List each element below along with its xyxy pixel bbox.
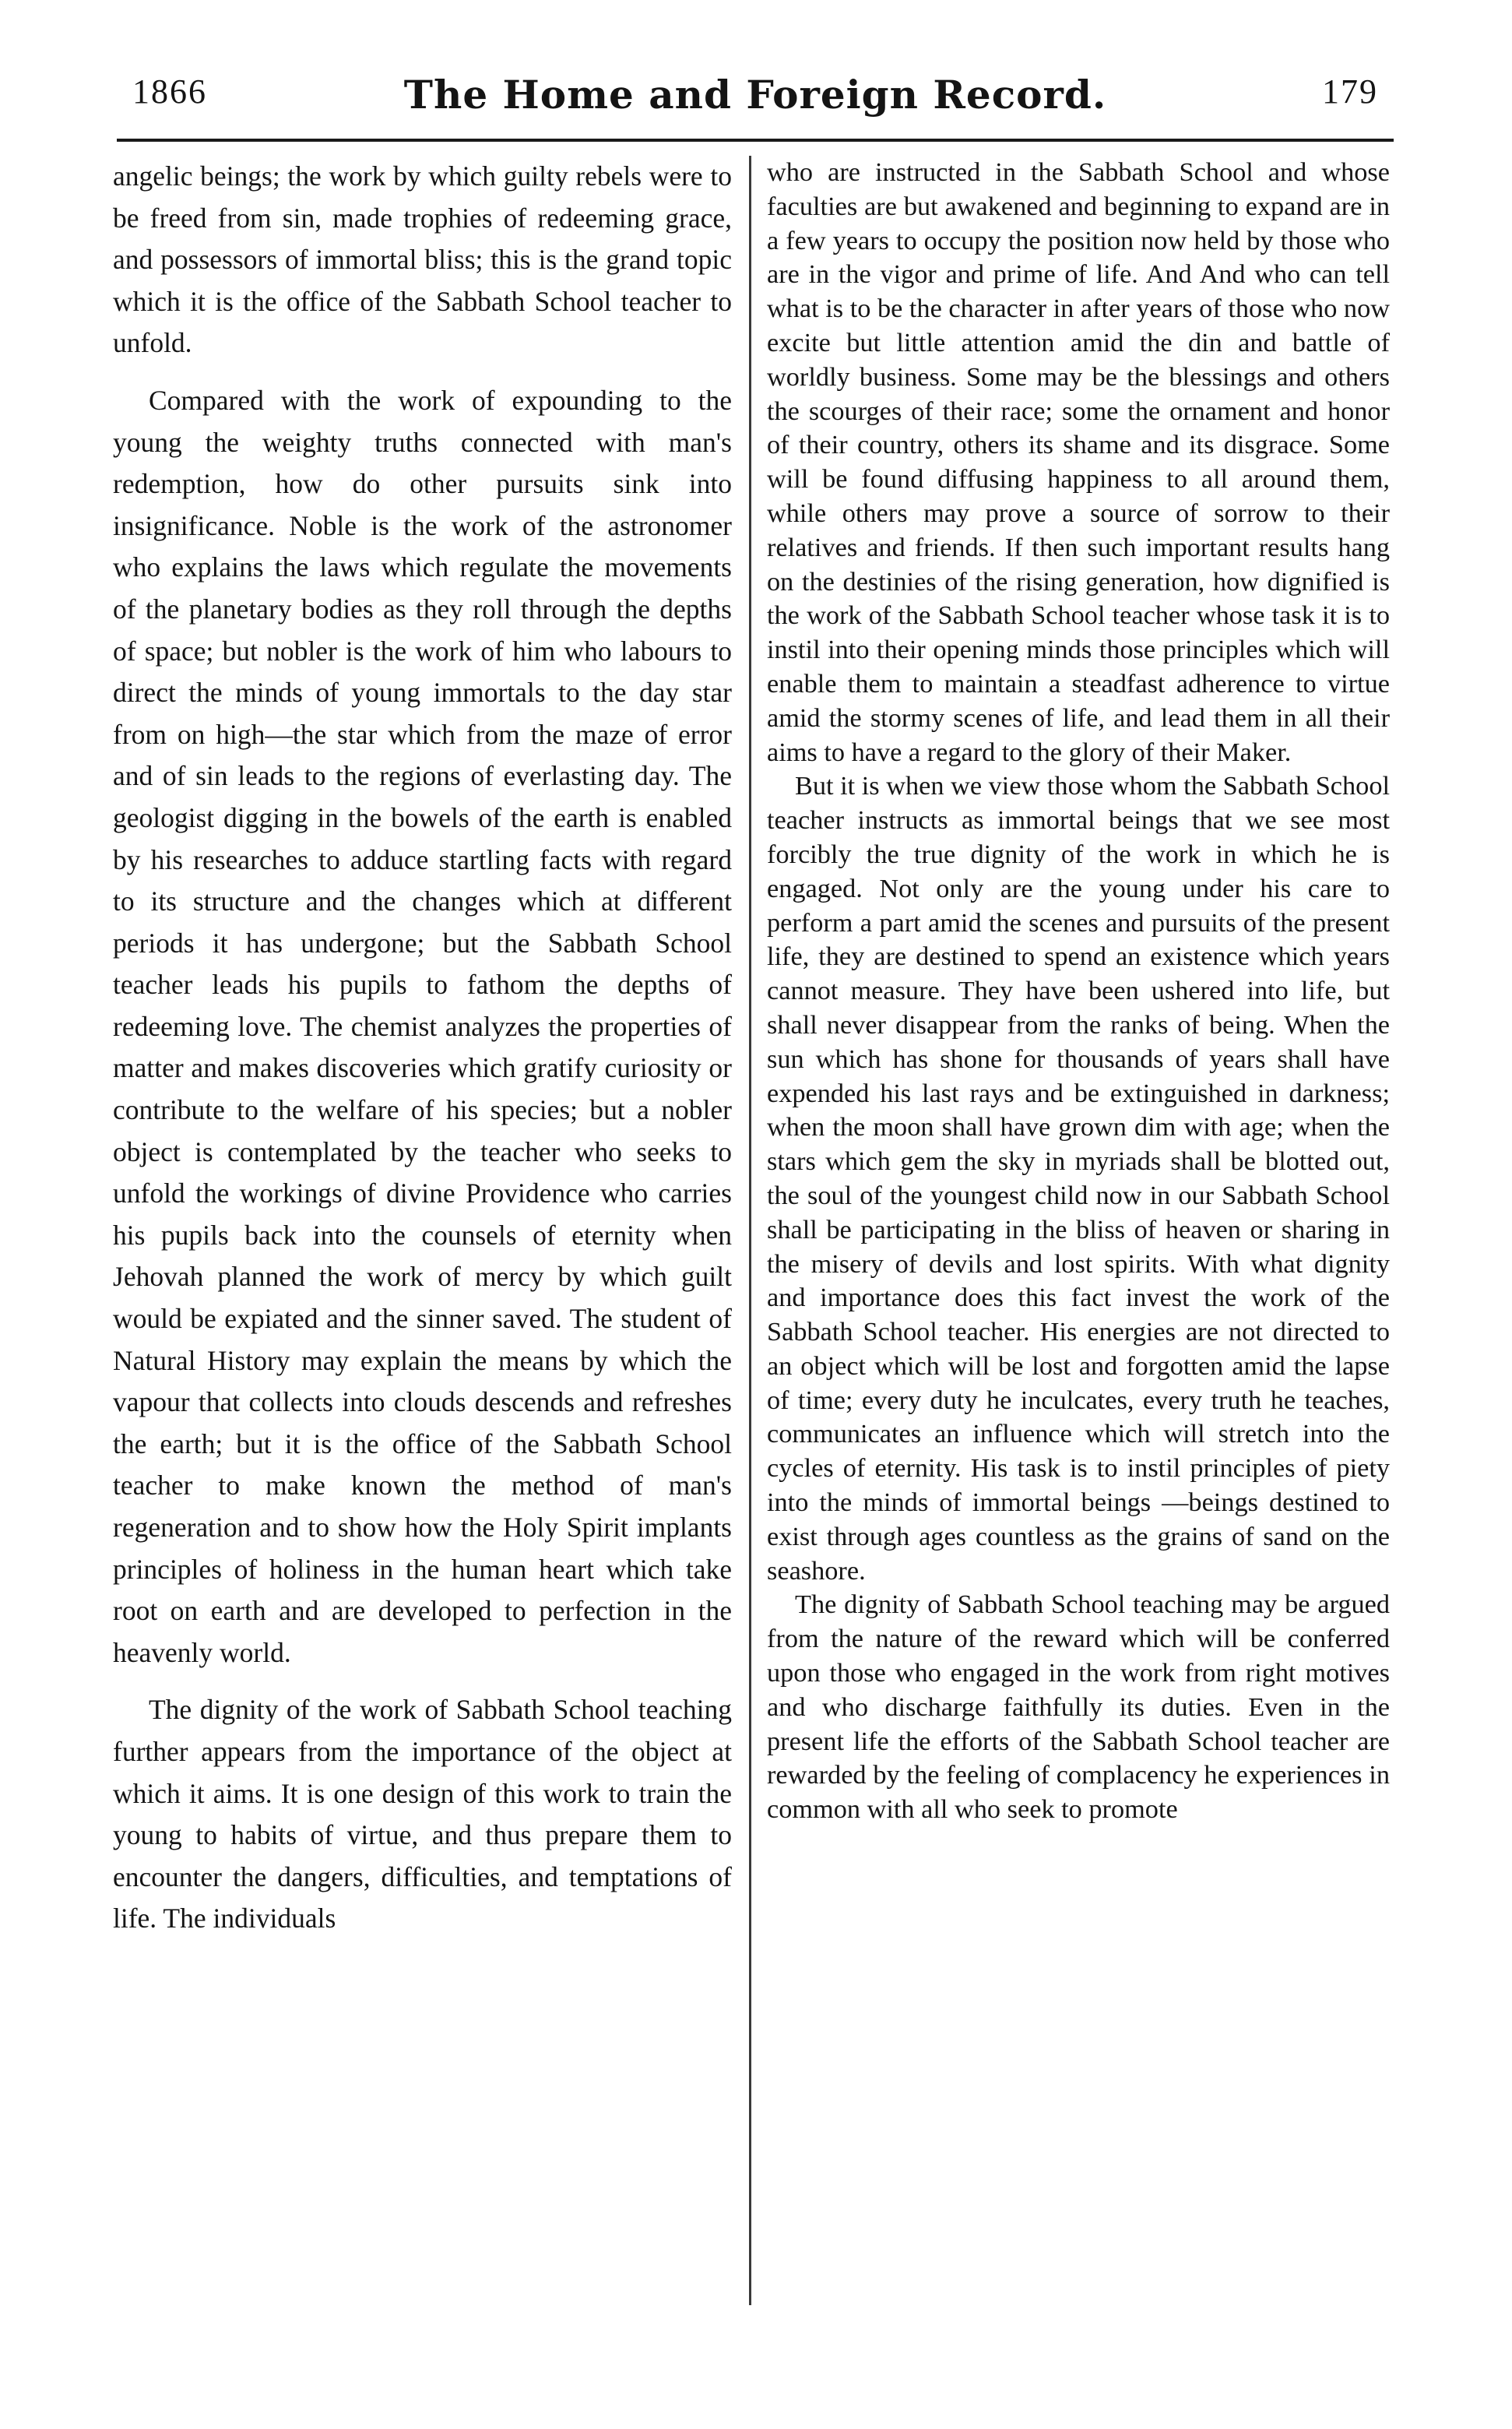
page-number: 179 — [1322, 72, 1378, 111]
header-rule — [117, 139, 1394, 142]
right-column — [767, 156, 1390, 1827]
paragraph: The dignity of Sabbath School teaching may be argued from the nature of the reward which will be conferred upon those who engaged in the work from right motives and who discharge faithfully its duties. Even in the present life the efforts of the Sabbath School teacher are rewarded by the feeling of complacency he experiences in common with all who seek to promote — [767, 1589, 1390, 1825]
paragraph: angelic beings; the work by which guilty rebels were to be freed from sin, made trophies of redeeming grace, and possessors of immortal bliss; this is the grand topic which it is the office of the Sabbath School teacher to unfold. — [113, 160, 732, 359]
left-column — [113, 156, 732, 1940]
header-year: 1866 — [132, 72, 207, 111]
paragraph: who are instructed in the Sabbath School and whose faculties are but awakened and beginning to expand are in a few years to occupy the position now held by those who are in the vigor and prime of life. And And who can tell what is to be the character in after years of those who now excite but little attention amid the din and battle of worldly business. Some may be the blessings and others the scourges of their race; some the ornament and honor of their country, others its shame and its disgrace. Some will be found diffusing happiness to all around them, while others may prove a source of sorrow to their relatives and friends. If then such important results hang on the destinies of the rising generation, how dignified is the work of the Sabbath School teacher whose task it is to instil into their opening minds those principles which will enable them to maintain a steadfast adherence to virtue amid the stormy scenes of life, and lead them in all their aims to have a regard to the glory of their Maker. — [767, 157, 1390, 767]
journal-title: The Home and Foreign Record. — [403, 72, 1107, 118]
page-header — [117, 72, 1394, 134]
paragraph: Compared with the work of expounding to the young the weighty truths connected with man's redemption, how do other pursuits sink into insignificance. Noble is the work of the astronomer who explains the laws which regulate the movements of the planetary bodies as they roll through the depths of space; but nobler is the work of him who labours to direct the minds of young immortals to the day star from on high—the star which from the maze of error and of sin leads to the regions of everlasting day. The geologist digging in the bowels of the earth is enabled by his researches to adduce startling facts with regard to its structure and the changes which at different periods it has undergone; but the Sabbath School teacher leads his pupils to fathom the depths of redeeming love. The chemist analyzes the properties of matter and makes discoveries which gratify curiosity or contribute to the welfare of his species; but a nobler object is contemplated by the teacher who seeks to unfold the workings of divine Providence who carries his pupils back into the counsels of eternity when Jehovah planned the work of mercy by which guilt would be expiated and the sinner saved. The student of Natural History may explain the means by which the vapour that collects into clouds descends and refreshes the earth; but it is the office of the Sabbath School teacher to make known the method of man's regeneration and to show how the Holy Spirit implants principles of holiness in the human heart which take root on earth and are developed to perfection in the heavenly world. — [113, 384, 732, 1668]
paragraph: The dignity of the work of Sabbath School teaching further appears from the importance of the object at which it aims. It is one design of this work to train the young to habits of virtue, and thus prepare them to encounter the dangers, difficulties, and temptations of life. The individuals — [113, 1694, 732, 1934]
paragraph: But it is when we view those whom the Sabbath School teacher instructs as immortal beings that we see most forcibly the true dignity of the work in which he is engaged. Not only are the young under his care to perform a part amid the scenes and pursuits of the present life, they are destined to spend an existence which years cannot measure. They have been ushered into life, but shall never disappear from the ranks of being. When the sun which has shone for thousands of years shall have expended his last rays and be extinguished in darkness; when the moon shall have grown dim with age; when the stars which gem the sky in myriads shall be blotted out, the soul of the youngest child now in our Sabbath School shall be participating in the bliss of heaven or sharing in the misery of devils and lost spirits. With what dignity and importance does this fact invest the work of the Sabbath School teacher. His energies are not directed to an object which will be lost and forgotten amid the lapse of time; every duty he inculcates, every truth he teaches, communicates an influence which will stretch into the cycles of eternity. His task is to instil principles of piety into the minds of immortal beings —beings destined to exist through ages countless as the grains of sand on the seashore. — [767, 771, 1390, 1586]
column-divider — [749, 156, 751, 2305]
